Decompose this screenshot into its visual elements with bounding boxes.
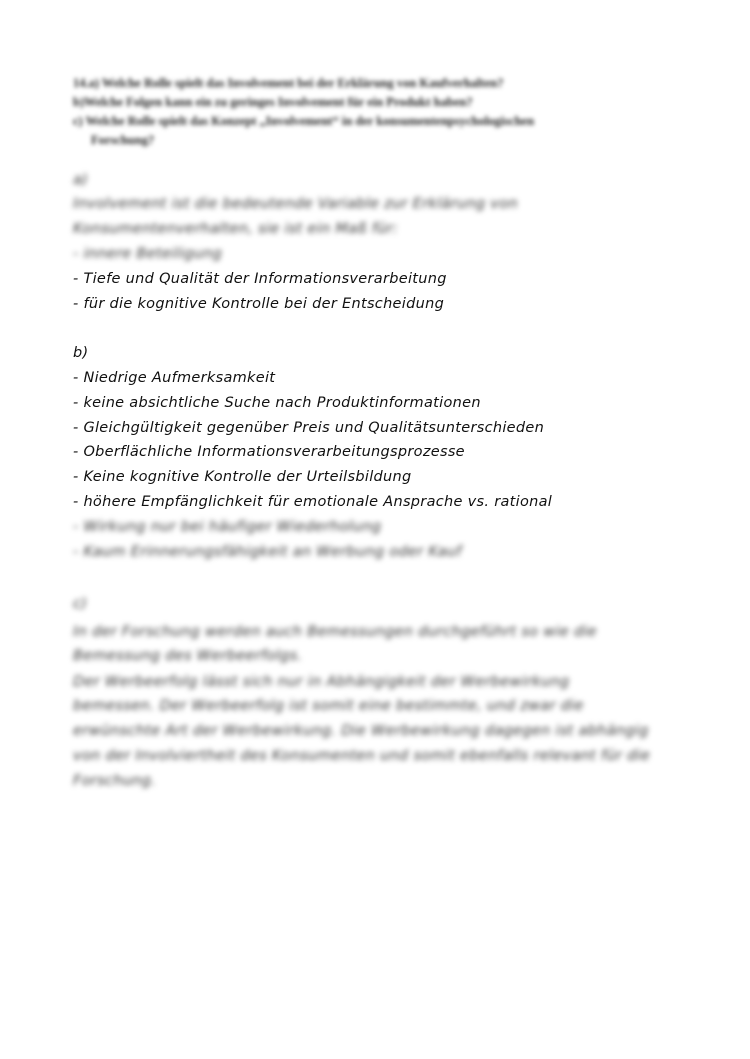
answer-c-line: Der Werbeerfolg lässt sich nur in Abhängigkeit der Werbewirkung [73,674,570,690]
answer-b-item: - Wirkung nur bei häufiger Wiederholung [73,519,382,535]
answer-b-label: b) [73,345,89,361]
answer-a-item: - innere Beteiligung [73,246,223,262]
answer-a-item: - für die kognitive Kontrolle bei der Entscheidung [73,296,445,312]
question-line-c: c) Welche Rolle spielt das Konzept „Involvement“ in der konsumentenpsychologischen [73,114,535,128]
answer-c-line: bemessen. Der Werbeerfolg ist somit eine bestimmte, und zwar die [73,698,584,714]
question-line-b: b)Welche Folgen kann ein zu geringes Involvement für ein Produkt haben? [73,95,473,109]
answer-b-item: - Niedrige Aufmerksamkeit [73,370,276,386]
question-line-c-cont: Forschung? [91,133,155,147]
answer-a-item: - Tiefe und Qualität der Informationsverarbeitung [73,271,447,287]
answer-c-line: In der Forschung werden auch Bemessungen durchgeführt so wie die [73,624,597,640]
answer-c-line: erwünschte Art der Werbewirkung. Die Werbewirkung dagegen ist abhängig [73,723,649,739]
question-line-a: 14.a) Welche Rolle spielt das Involvement bei der Erklärung von Kaufverhalten? [73,76,504,90]
answer-b-item: - höhere Empfänglichkeit für emotionale Ansprache vs. rational [73,494,553,510]
answer-c-line: Bemessung des Werbeerfolgs. [73,648,303,664]
answer-b-item: - keine absichtliche Suche nach Produktinformationen [73,395,481,411]
answer-c-label: c) [73,596,88,612]
answer-b-item: - Keine kognitive Kontrolle der Urteilsbildung [73,469,412,485]
answer-a-label: a) [73,172,89,188]
answer-b-item: - Gleichgültigkeit gegenüber Preis und Qualitätsunterschieden [73,420,545,436]
answer-c-line: von der Involviertheit des Konsumenten und somit ebenfalls relevant für die [73,748,651,764]
answer-c-line: Forschung. [73,773,157,789]
answer-a-intro-line-2: Konsumentenverhalten, sie ist ein Maß für: [73,221,399,237]
answer-b-item: - Kaum Erinnerungsfähigkeit an Werbung oder Kauf [73,544,462,560]
answer-b-item: - Oberflächliche Informationsverarbeitungsprozesse [73,444,465,460]
question-block [73,74,673,150]
answer-a-intro-line-1: Involvement ist die bedeutende Variable zur Erklärung von [73,196,518,212]
